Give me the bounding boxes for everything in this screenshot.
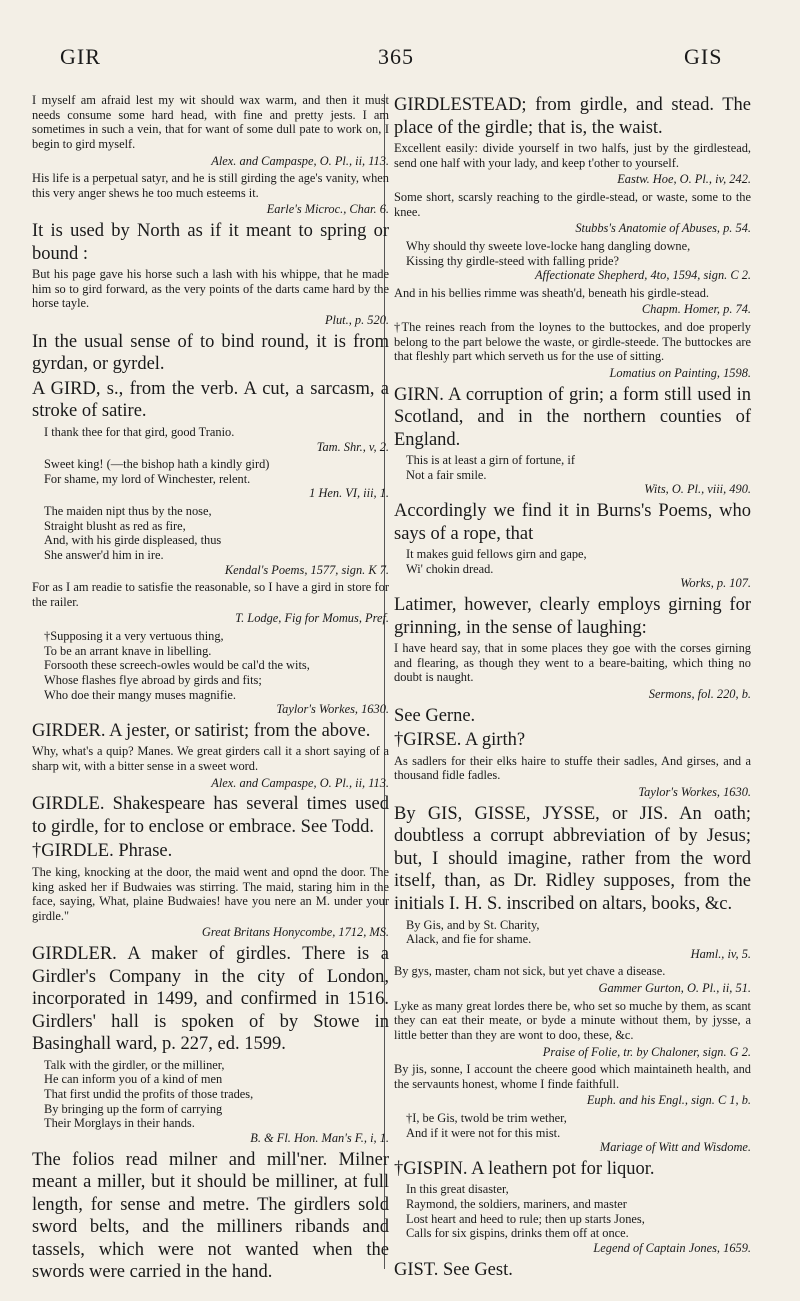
verse-line: Why should thy sweete love-locke hang dangling downe,: [406, 238, 691, 253]
quote-text: As sadlers for their elks haire to stuffe their sadles, And girses, and a thousand fidle fadles.: [394, 753, 751, 783]
citation: Alex. and Campaspe, O. Pl., ii, 113.: [211, 775, 389, 790]
verse-line: Who doe their mangy muses magnifie.: [44, 687, 237, 702]
verse-line: This is at least a girn of fortune, if: [406, 453, 575, 468]
verse-quote: [406, 239, 751, 268]
citation: Affectionate Shepherd, 4to, 1594, sign. C 2.: [534, 268, 751, 283]
verse-line: The maiden nipt thus by the nose,: [44, 504, 212, 518]
entry-girse: †GIRSE. A girth?: [394, 730, 526, 751]
verse-line: He can inform you of a kind of men: [44, 1072, 223, 1087]
quote-text: His life is a perpetual satyr, and he is still girding the age's vanity, when this very anger shews he too much esteems it.: [32, 171, 389, 200]
verse-line: To be an arrant knave in libelling.: [44, 643, 212, 658]
verse-line: By bringing up the form of carrying: [44, 1101, 223, 1116]
verse-line: Raymond, the soldiers, mariners, and master: [406, 1197, 627, 1212]
quote-text: By jis, sonne, I account the cheere good which maintaineth health, and the servaunts honest, whome I finde faithfull.: [394, 1062, 751, 1091]
verse-line: Not a fair smile.: [406, 467, 487, 482]
citation: Wits, O. Pl., viii, 490.: [644, 482, 751, 497]
verse-quote: [44, 425, 389, 440]
citation: Haml., iv, 5.: [690, 946, 751, 961]
citation: Mariage of Witt and Wisdome.: [599, 1140, 751, 1155]
citation: Tam. Shr., v, 2.: [316, 439, 389, 454]
quote-text: Excellent easily: divide yourself in two halfs, just by the girdlestead, send one half with your lady, and keep t'other to yourself.: [394, 141, 751, 170]
verse-quote: [44, 457, 389, 486]
citation: Praise of Folie, tr. by Chaloner, sign. G 2.: [542, 1044, 751, 1059]
verse-line: For shame, my lord of Winchester, relent.: [44, 471, 251, 486]
verse-line: Calls for six gispins, drinks them off at once.: [406, 1226, 629, 1241]
verse-line: I thank thee for that gird, good Tranio.: [44, 424, 235, 439]
quote-text: I have heard say, that in some places they goe with the corses girning and flearing, as though they went to a beare-baiting, which thing no doubt is naught.: [394, 641, 751, 685]
verse-line: That first undid the profits of those trades,: [44, 1087, 254, 1102]
verse-line: In this great disaster,: [406, 1182, 509, 1197]
citation: Taylor's Workes, 1630.: [276, 702, 389, 717]
body-text: The folios read milner and mill'ner. Milner meant a miller, but it should be milliner, at full length, for sense and metre. The girdlers sold sword belts, and the milliners ribands and tassels, which were not wanted when the swords were carried in the hand.: [32, 1149, 389, 1283]
quote-text: Lyke as many great lordes there be, who set so muche by them, as scant they can eat their meate, or byde a minute without them, by jysse, a little better than they are wont to doo, these, &c.: [394, 998, 751, 1042]
quote-text: The king, knocking at the door, the maid went and opnd the door. The king asked her if Budwaies was stirring. The maid, staring him in the face, saying, What, plaine Budwaies! have you nere an M. under your girdle.": [32, 864, 389, 923]
verse-quote: [44, 504, 389, 563]
body-text: Latimer, however, clearly employs girning for grinning, in the sense of laughing:: [394, 595, 751, 638]
body-text: It is used by North as if it meant to spring or bound :: [32, 221, 389, 264]
quote-text: I myself am afraid lest my wit should wax warm, and then it must needs consume some hard head, with fine and pretty jests. I am sometimes in such a vein, that for want of some dull pate to work on, I begin to gird myself.: [32, 93, 389, 151]
verse-quote: [44, 1058, 389, 1131]
verse-line: †Supposing it a very vertuous thing,: [44, 629, 224, 643]
verse-quote: [44, 629, 389, 702]
header-left-guide: GIR: [60, 44, 101, 69]
citation: Great Britans Honycombe, 1712, MS.: [201, 925, 389, 940]
right-column: [394, 92, 751, 1283]
verse-line: †I, be Gis, twold be trim wether,: [406, 1111, 567, 1125]
verse-quote: [406, 918, 751, 947]
verse-line: She answer'd him in ire.: [44, 547, 164, 562]
citation: Sermons, fol. 220, b.: [648, 687, 751, 702]
citation: 1 Hen. VI, iii, 1.: [309, 486, 389, 501]
quote-text: Why, what's a quip? Manes. We great girders call it a short saying of a sharp wit, with a bitter sense in a sweet word.: [32, 744, 389, 773]
citation: Eastw. Hoe, O. Pl., iv, 242.: [617, 172, 751, 187]
verse-line: Alack, and fie for shame.: [406, 932, 532, 947]
quote-text: By gys, master, cham not sick, but yet chave a disease.: [394, 964, 666, 979]
entry-gist: GIST. See Gest.: [394, 1259, 513, 1280]
citation: Alex. and Campaspe, O. Pl., ii, 113.: [211, 153, 389, 168]
verse-line: Whose flashes flye abroad by girds and fits;: [44, 672, 262, 687]
body-text: Accordingly we find it in Burns's Poems, who says of a rope, that: [394, 501, 751, 544]
running-header: [0, 44, 800, 74]
page-number: 365: [378, 44, 414, 69]
entry-girn: GIRN. A corruption of grin; a form still used in Scotland, and in the northern counties of England.: [394, 384, 751, 450]
verse-line: Their Morglays in their hands.: [44, 1116, 195, 1131]
entry-gis: By GIS, GISSE, JYSSE, or JIS. An oath; doubtless a corrupt abbreviation of by Jesus; but, I should imagine, rather from the word itself, than, as Dr. Ridley supposes, from the initials I. H. S. inscribed on altars, books, &c.: [394, 803, 751, 914]
citation: Legend of Captain Jones, 1659.: [593, 1240, 751, 1255]
citation: Plut., p. 520.: [324, 313, 389, 327]
citation: Taylor's Workes, 1630.: [638, 785, 751, 800]
citation: Works, p. 107.: [680, 576, 751, 591]
verse-line: And, with his girde displeased, thus: [44, 533, 222, 548]
citation: Gammer Gurton, O. Pl., ii, 51.: [598, 981, 751, 995]
quote-text: But his page gave his horse such a lash with his whippe, that he made him so to gird forward, as the very points of the darts came hard by the horse tayle.: [32, 267, 389, 311]
entry-girdlestead: GIRDLESTEAD; from girdle, and stead. The place of the girdle; that is, the waist.: [394, 95, 751, 138]
citation: Euph. and his Engl., sign. C 1, b.: [586, 1093, 751, 1108]
citation: Stubbs's Anatomie of Abuses, p. 54.: [575, 221, 751, 236]
citation: Earle's Microc., Char. 6.: [266, 202, 389, 217]
verse-line: Lost heart and heed to rule; then up starts Jones,: [406, 1211, 645, 1226]
header-right-guide: GIS: [684, 44, 723, 69]
verse-line: Sweet king! (—the bishop hath a kindly gird): [44, 457, 270, 472]
verse-quote: [406, 1111, 751, 1140]
entry-girder: GIRDER. A jester, or satirist; from the above.: [32, 720, 371, 741]
body-text: In the usual sense of to bind round, it is from gyrdan, or gyrdel.: [32, 331, 389, 375]
verse-quote: [406, 1182, 751, 1241]
verse-quote: [406, 547, 751, 576]
quote-text: †The reines reach from the loynes to the buttockes, and doe properly belong to the part belowe the waste, or girdle-steede. The buttockes are that fleshly part which serveth us for the use of sitting.: [394, 320, 751, 364]
citation: T. Lodge, Fig for Momus, Pref.: [235, 611, 389, 626]
verse-line: Talk with the girdler, or the milliner,: [44, 1057, 225, 1072]
verse-line: Straight blusht as red as fire,: [44, 518, 186, 533]
entry-girdle-phrase: †GIRDLE. Phrase.: [32, 841, 173, 862]
citation: Kendal's Poems, 1577, sign. K 7.: [224, 562, 389, 577]
quote-text: Some short, scarsly reaching to the girdle-stead, or waste, some to the knee.: [394, 190, 751, 219]
verse-line: And if it were not for this mist.: [406, 1125, 561, 1140]
verse-line: By Gis, and by St. Charity,: [406, 917, 540, 932]
quote-text: And in his bellies rimme was sheath'd, beneath his girdle-stead.: [394, 285, 710, 300]
verse-line: Wi' chokin dread.: [406, 561, 494, 576]
verse-line: It makes guid fellows girn and gape,: [406, 547, 587, 562]
entry-gispin: †GISPIN. A leathern pot for liquor.: [394, 1158, 655, 1179]
entry-girdler: GIRDLER. A maker of girdles. There is a Girdler's Company in the city of London, incorporated in 1499, and confirmed in 1516. Girdlers' hall is spoken of by Stowe in Basinghall ward, p. 227, ed. 1599.: [32, 944, 389, 1055]
cross-reference: See Gerne.: [394, 705, 476, 726]
citation: B. & Fl. Hon. Man's F., i, 1.: [250, 1130, 389, 1145]
citation: Lomatius on Painting, 1598.: [609, 365, 751, 380]
quote-text: For as I am readie to satisfie the reasonable, so I have a gird in store for the railer.: [32, 580, 389, 609]
left-column: [32, 92, 389, 1286]
entry-girdle: GIRDLE. Shakespeare has several times used to girdle, for to enclose or embrace. See Todd.: [32, 794, 389, 837]
verse-line: Kissing thy girdle-steed with falling pride?: [406, 253, 620, 268]
citation: Chapm. Homer, p. 74.: [641, 302, 751, 317]
verse-quote: [406, 453, 751, 482]
entry-gird: A GIRD, s., from the verb. A cut, a sarcasm, a stroke of satire.: [32, 378, 389, 422]
verse-line: Forsooth these screech-owles would be cal'd the wits,: [44, 658, 310, 673]
